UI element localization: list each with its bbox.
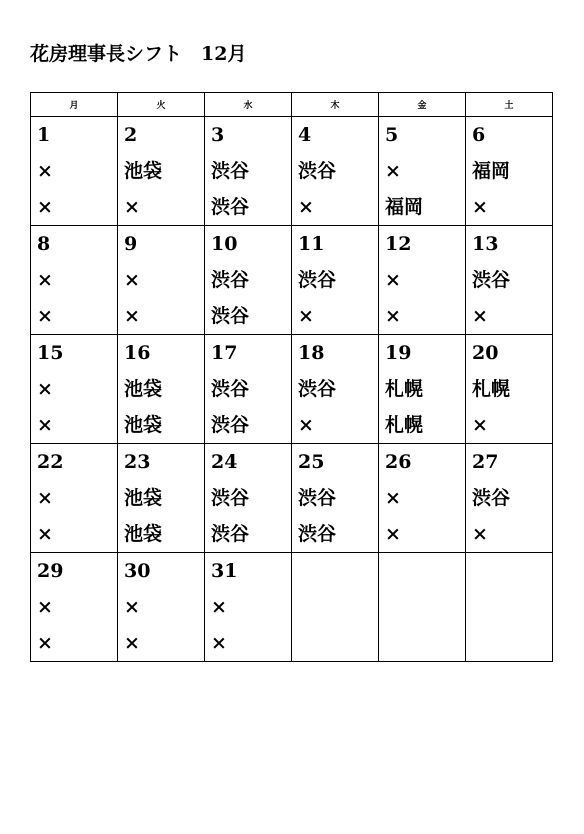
weekday-header-mon: 月 [31, 93, 118, 117]
day-cell [292, 117, 379, 226]
day-cell [118, 335, 205, 444]
shift-entry-2: × [37, 523, 53, 545]
shift-entry-2: × [37, 305, 53, 327]
shift-entry-1: × [124, 596, 140, 618]
day-number [298, 553, 378, 589]
page-title: 花房理事長シフト 12月 [30, 43, 247, 65]
shift-entry-2: × [472, 414, 488, 436]
weekday-header-tue: 火 [118, 93, 205, 117]
shift-entry-2: 札幌 [385, 414, 424, 436]
day-number: 5 [385, 124, 399, 146]
weekday-header-wed: 水 [205, 93, 292, 117]
shift-entry-2: × [472, 196, 488, 218]
day-cell [205, 553, 292, 662]
shift-entry-2: × [37, 414, 53, 436]
day-cell [466, 553, 553, 662]
shift-entry-1: 渋谷 [298, 269, 337, 291]
day-number: 22 [37, 451, 64, 473]
shift-entry-1: × [37, 160, 53, 182]
shift-entry-1: 渋谷 [298, 378, 337, 400]
shift-entry-1: 渋谷 [472, 269, 511, 291]
shift-entry-1: × [385, 269, 401, 291]
shift-entry-1: 渋谷 [211, 378, 250, 400]
shift-entry-1: × [124, 269, 140, 291]
day-cell [466, 444, 553, 553]
day-cell [379, 335, 466, 444]
day-number: 30 [124, 560, 151, 582]
day-number: 15 [37, 342, 64, 364]
shift-entry-2: 渋谷 [211, 196, 250, 218]
day-number: 10 [211, 233, 238, 255]
day-number: 18 [298, 342, 325, 364]
shift-entry-2: 福岡 [385, 196, 424, 218]
day-number: 17 [211, 342, 238, 364]
shift-entry-2: 渋谷 [298, 523, 337, 545]
calendar-body [31, 117, 553, 662]
day-number [472, 553, 552, 589]
day-cell [118, 444, 205, 553]
shift-entry-2: 池袋 [124, 414, 163, 436]
day-cell [379, 553, 466, 662]
shift-entry-1: × [211, 596, 227, 618]
weekday-header-sat: 土 [466, 93, 553, 117]
shift-entry-2: × [298, 305, 314, 327]
day-cell [31, 117, 118, 226]
day-number: 31 [211, 560, 238, 582]
shift-entry-2: × [37, 196, 53, 218]
shift-entry-1: 池袋 [124, 160, 163, 182]
day-number: 11 [298, 233, 325, 255]
day-number: 29 [37, 560, 64, 582]
day-cell [466, 335, 553, 444]
shift-entry-2: × [472, 305, 488, 327]
day-number: 6 [472, 124, 486, 146]
shift-entry-2: × [472, 523, 488, 545]
shift-entry-1 [298, 589, 378, 625]
day-cell [31, 444, 118, 553]
day-cell [292, 226, 379, 335]
shift-entry-2: × [298, 196, 314, 218]
day-number: 16 [124, 342, 151, 364]
shift-entry-1: × [37, 269, 53, 291]
day-number: 27 [472, 451, 499, 473]
shift-calendar [30, 92, 553, 662]
day-number: 13 [472, 233, 499, 255]
shift-entry-2: × [37, 632, 53, 654]
day-number: 12 [385, 233, 412, 255]
day-cell [31, 226, 118, 335]
weekday-header-fri: 金 [379, 93, 466, 117]
shift-entry-1 [472, 589, 552, 625]
day-number: 24 [211, 451, 238, 473]
shift-entry-2: 渋谷 [211, 305, 250, 327]
shift-entry-1: 渋谷 [211, 160, 250, 182]
shift-entry-1: × [385, 160, 401, 182]
day-cell [292, 335, 379, 444]
day-number [385, 553, 465, 589]
weekday-header-thu: 木 [292, 93, 379, 117]
shift-entry-1: 札幌 [472, 378, 511, 400]
shift-entry-2: × [124, 632, 140, 654]
shift-entry-1: 渋谷 [298, 160, 337, 182]
shift-entry-1: 渋谷 [298, 487, 337, 509]
week-row [31, 335, 553, 444]
day-number: 23 [124, 451, 151, 473]
day-number: 8 [37, 233, 51, 255]
day-cell [118, 553, 205, 662]
shift-entry-1: × [37, 487, 53, 509]
shift-entry-2 [472, 625, 552, 661]
day-number: 9 [124, 233, 138, 255]
shift-entry-1: × [37, 378, 53, 400]
day-cell [466, 226, 553, 335]
day-cell [379, 117, 466, 226]
week-row [31, 117, 553, 226]
day-number: 19 [385, 342, 412, 364]
shift-entry-1: × [37, 596, 53, 618]
day-cell [31, 335, 118, 444]
shift-entry-2: 渋谷 [211, 414, 250, 436]
shift-entry-2: × [124, 305, 140, 327]
shift-entry-2 [298, 625, 378, 661]
shift-entry-2: × [385, 305, 401, 327]
day-cell [118, 226, 205, 335]
shift-entry-1 [385, 589, 465, 625]
day-number: 2 [124, 124, 138, 146]
shift-entry-1: 渋谷 [472, 487, 511, 509]
weekday-header-row [31, 93, 553, 117]
shift-entry-2: × [298, 414, 314, 436]
day-number: 1 [37, 124, 51, 146]
shift-entry-1: 渋谷 [211, 487, 250, 509]
shift-entry-1: 札幌 [385, 378, 424, 400]
day-cell [205, 444, 292, 553]
day-number: 25 [298, 451, 325, 473]
day-cell [379, 226, 466, 335]
day-cell [205, 335, 292, 444]
week-row [31, 444, 553, 553]
shift-entry-2: 池袋 [124, 523, 163, 545]
day-number: 26 [385, 451, 412, 473]
day-cell [379, 444, 466, 553]
day-cell [292, 444, 379, 553]
day-cell [466, 117, 553, 226]
shift-entry-2: × [124, 196, 140, 218]
day-cell [31, 553, 118, 662]
shift-entry-1: 渋谷 [211, 269, 250, 291]
shift-entry-2: × [385, 523, 401, 545]
week-row [31, 226, 553, 335]
shift-entry-1: 池袋 [124, 378, 163, 400]
day-number: 4 [298, 124, 312, 146]
day-cell [118, 117, 205, 226]
day-number: 20 [472, 342, 499, 364]
day-number: 3 [211, 124, 225, 146]
shift-entry-1: 福岡 [472, 160, 511, 182]
day-cell [292, 553, 379, 662]
shift-entry-2: 渋谷 [211, 523, 250, 545]
day-cell [205, 117, 292, 226]
shift-entry-2: × [211, 632, 227, 654]
week-row [31, 553, 553, 662]
day-cell [205, 226, 292, 335]
shift-entry-1: × [385, 487, 401, 509]
shift-entry-1: 池袋 [124, 487, 163, 509]
shift-entry-2 [385, 625, 465, 661]
